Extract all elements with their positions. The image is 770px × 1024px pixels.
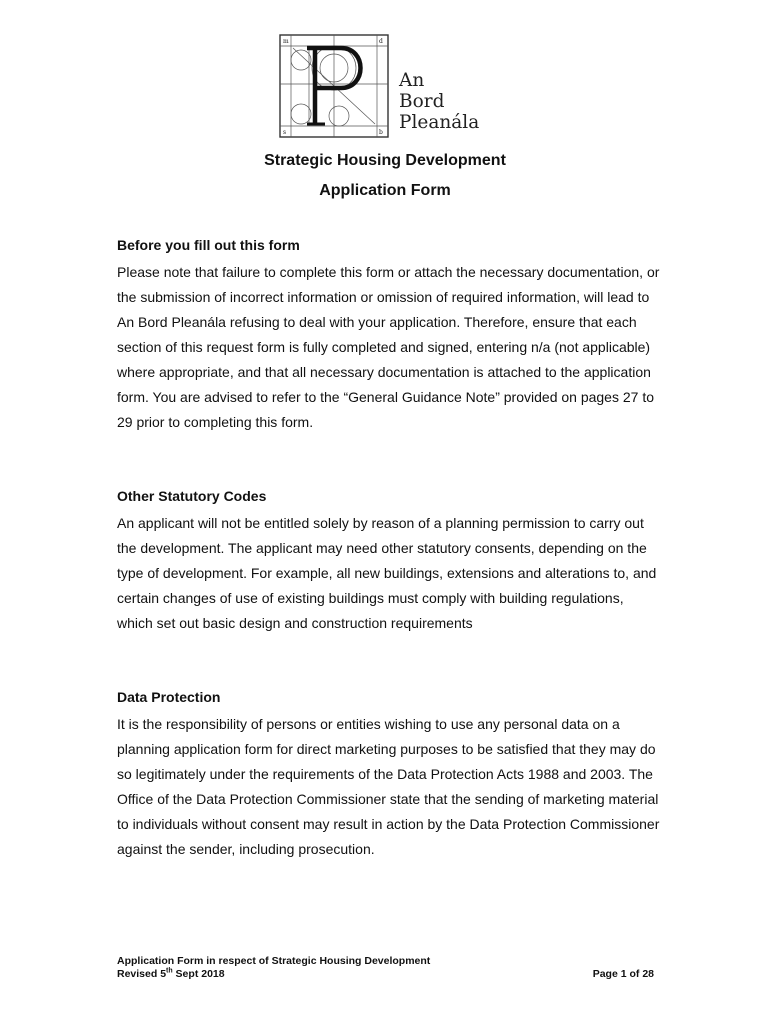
- footer-revised-suffix: Sept 2018: [172, 968, 225, 980]
- footer-revision-date: [117, 968, 430, 981]
- section-heading: Data Protection: [117, 689, 221, 705]
- footer-revised-sup: th: [166, 967, 173, 975]
- logo-wordmark: [399, 70, 479, 133]
- footer-form-title: Application Form in respect of Strategic Housing Development: [117, 955, 431, 967]
- svg-text:s: s: [283, 129, 287, 136]
- document-subtitle: Application Form: [319, 182, 451, 199]
- section-body: It is the responsibility of persons or entities wishing to use any personal data on a planning application form for direct marketing purposes to be satisfied that they may do so legitimately under the requirements of the Data Protection Acts 1988 and 2003. The Office of the Data Protection Commissioner state that the sending of marketing material to individuals without consent may result in action by the Data Protection Commissioner against the sender, including prosecution.: [117, 716, 660, 857]
- section-before-you-fill: [117, 235, 662, 435]
- section-heading: Before you fill out this form: [117, 237, 300, 253]
- section-body: An applicant will not be entitled solely by reason of a planning permission to carry out the development. The applicant may need other statutory consents, depending on the type of development. For example, all new buildings, extensions and alterations to, and certain changes of use of existing buildings must comply with building regulations, which set out basic design and construction requirements: [117, 515, 657, 631]
- an-bord-pleanala-logo: [279, 34, 489, 140]
- section-heading: Other Statutory Codes: [117, 488, 267, 504]
- pleanala-p-logo-icon: [279, 34, 389, 138]
- logo-line-bord: Bord: [399, 91, 445, 112]
- svg-text:b: b: [379, 129, 383, 136]
- document-title: Strategic Housing Development: [264, 152, 506, 169]
- svg-text:d: d: [379, 38, 383, 45]
- logo-line-pleanala: Pleanála: [399, 112, 480, 133]
- footer-revised-prefix: Revised 5: [117, 968, 167, 980]
- section-body: Please note that failure to complete this form or attach the necessary documentation, or the submission of incorrect information or omission of required information, will lead to An Bord Pleanála refusing to deal with your application. Therefore, ensure that each section of this request form is fully completed and signed, entering n/a (not applicable) where appropriate, and that all necessary documentation is attached to the application form. You are advised to refer to the “General Guidance Note” provided on pages 27 to 29 prior to completing this form.: [117, 264, 660, 430]
- svg-text:m: m: [283, 38, 289, 45]
- footer-document-info: [117, 955, 430, 981]
- logo-line-an: An: [399, 70, 425, 91]
- page-number: Page 1 of 28: [592, 968, 654, 980]
- section-other-statutory-codes: [117, 486, 662, 636]
- section-data-protection: [117, 687, 662, 862]
